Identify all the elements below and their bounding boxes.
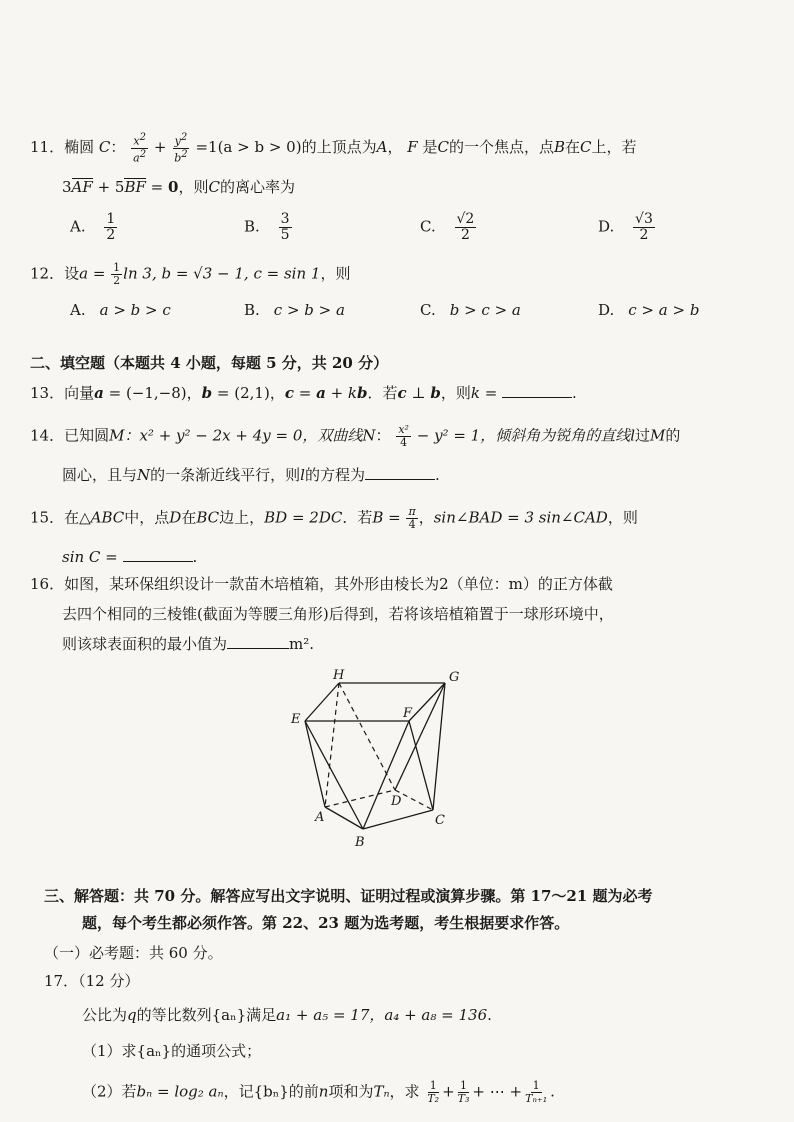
q13-number: 13． (30, 384, 65, 402)
q17-score: （12 分） (78, 972, 140, 990)
q15-end: . (192, 548, 198, 566)
q17-condition: a₁ + a₅ = 17，a₄ + a₈ = 136 (276, 1006, 488, 1024)
q17-frac3 (523, 1080, 549, 1105)
q11-mid2: 是 (422, 138, 438, 157)
q15-frac-num: π (408, 505, 416, 518)
q11-option-a-label: A. (70, 217, 86, 236)
q11-y: y (174, 134, 181, 148)
q11-l2-rest2: 的离心率为 (219, 178, 295, 196)
q13-t5: + k (325, 384, 358, 402)
q14-t6: 的 (665, 426, 681, 445)
q14-var-N2: N (137, 466, 151, 484)
section2-heading: 二、填空题（本题共 4 小题，每题 5 分，共 20 分） (30, 354, 389, 372)
q16-end: . (309, 635, 315, 653)
q11-option-d-label: D. (598, 217, 615, 236)
q11-sq1: 2 (139, 132, 146, 143)
q15-t6: ， (418, 508, 434, 527)
q15-frac (406, 506, 417, 531)
q12-half-num: 1 (113, 261, 121, 274)
q14-end: . (434, 466, 440, 484)
q15-answer-blank[interactable] (123, 546, 193, 562)
q14-answer-blank[interactable] (365, 464, 435, 480)
q14-line2c: 的方程为 (304, 466, 365, 484)
q11-sq4: 2 (181, 148, 188, 160)
q17-header (44, 970, 139, 992)
q15-sin-expr: sin∠BAD = 3 sin∠CAD (433, 508, 608, 527)
q12-option-c (420, 299, 521, 321)
figure-label-A: A (315, 810, 325, 825)
subsection-required: （一）必考题：共 60 分。 (44, 944, 223, 962)
q13-t4: = (293, 384, 317, 402)
q11-plus: + (153, 138, 167, 157)
q15-sinC: sin C = (62, 548, 118, 566)
q15-t1: 在△ (64, 508, 91, 527)
q11-mid3: 的一个焦点，点 (448, 138, 554, 157)
q17-p2a: （2）若 (82, 1082, 137, 1101)
q12-option-a-label: A. (70, 301, 86, 319)
q17-var-q: q (127, 1006, 137, 1024)
q11-var-F: F (407, 138, 418, 157)
q14-t2: ：x² + y² − 2x + 4y = 0，双曲线 (124, 426, 363, 445)
q14-var-N: N (362, 426, 376, 445)
q11-option-c-label: C. (420, 217, 436, 236)
q17-frac1-den: T₂ (427, 1092, 440, 1105)
q17-number: 17． (44, 972, 79, 990)
q16-answer-blank[interactable] (227, 633, 289, 649)
q11-var-C: C (98, 138, 111, 157)
q12-option-c-text: b > c > a (449, 301, 521, 319)
q14-line2 (62, 464, 440, 486)
q11-mid4: 在 (564, 138, 580, 157)
q13-vec-c: c (284, 384, 294, 402)
q11-number: 11． (30, 138, 65, 157)
section3-heading-line2: 题，每个考生都必须作答。第 22、23 题为选考题，考生根据要求作答。 (82, 914, 570, 932)
q14-frac-num: x² (398, 423, 409, 436)
q11-option-c-num: √2 (456, 211, 475, 227)
q11-option-b (244, 212, 293, 243)
q11-option-b-den: 5 (280, 227, 290, 243)
q12-pre: 设 (64, 264, 80, 283)
q11-x: x (133, 134, 140, 148)
q16-line3 (62, 633, 314, 655)
q17-frac1 (425, 1080, 441, 1105)
q12-option-a (70, 299, 171, 321)
q11-option-c-frac (455, 212, 477, 243)
q17-frac2 (456, 1080, 472, 1105)
q14-t4: − y² = 1，倾斜角为锐角的直线 (411, 426, 631, 445)
q17-frac1-num: 1 (429, 1079, 437, 1092)
q11-option-b-num: 3 (280, 211, 290, 227)
figure-label-C: C (435, 813, 445, 828)
q13-vec-b2: b (357, 384, 368, 402)
q17-p2-end: . (550, 1082, 555, 1101)
q16-line3-text: 则该球表面积的最小值为 (62, 635, 228, 653)
q17-dots: + ⋯ + (472, 1082, 523, 1101)
q14-var-l2: l (300, 466, 305, 484)
q12-line1 (30, 262, 350, 287)
q11-option-a-den: 2 (106, 227, 116, 243)
q17-var-n: n (318, 1082, 329, 1101)
q17-frac2-num: 1 (460, 1079, 468, 1092)
q11-l2-eq: = (145, 178, 168, 196)
q11-l2-plus5: + 5 (92, 178, 125, 196)
q11-mid5: 上，若 (591, 138, 637, 157)
q11-comma: ， (387, 138, 403, 157)
q11-option-d-frac (633, 212, 655, 243)
q17-var-Tn: Tₙ (373, 1082, 390, 1101)
q14-t3: ： (375, 426, 391, 445)
q17-part2: （2）若bₙ = log₂ aₙ，记{bₙ}的前n项和为Tₙ，求 $\frac{1}{\text{T₂}}$ + $\frac{1}{\text{T₃}}$ + ⋯ + $\frac{1}{\text{Tₙ₊₁}}$ . (82, 1079, 555, 1105)
q14-t1: 已知圆 (64, 426, 110, 445)
q17-frac3-num: 1 (532, 1079, 540, 1092)
figure-label-G: G (449, 670, 460, 685)
q16-line2-text: 去四个相同的三棱锥(截面为等腰三角形)后得到，若将该培植箱置于一球形环境中， (62, 605, 614, 623)
q16-number: 16． (30, 575, 65, 593)
q13-t1: 向量 (64, 384, 95, 402)
q11-text-pre: 椭圆 (64, 138, 95, 157)
q11-l2-rest: ，则 (178, 178, 209, 196)
q11-var-A: A (376, 138, 388, 157)
q12-option-d-label: D. (598, 301, 615, 319)
q11-var-C3: C (580, 138, 592, 157)
q11-sq3: 2 (180, 132, 188, 143)
q11-var-B: B (553, 138, 565, 157)
q15-t2: 中，点 (124, 508, 170, 527)
q12-rest: ln 3, b = √3 − 1, c = sin 1 (123, 264, 321, 283)
q14-frac-den: 4 (400, 436, 408, 449)
q14-frac (396, 424, 411, 449)
q15-t3: 在 (181, 508, 197, 527)
q11-vec-BF: BF (124, 178, 146, 196)
q12-option-c-label: C. (420, 301, 436, 319)
q16-line1-text: 如图，某环保组织设计一款苗木培植箱，其外形由棱长为2（单位：m）的正方体截 (64, 575, 613, 593)
q11-option-d (598, 212, 656, 243)
q17-p2d: 项和为 (328, 1082, 374, 1101)
q11-option-b-frac (279, 212, 292, 243)
q12-a-eq: a = (79, 264, 106, 283)
q12-option-d (598, 299, 699, 321)
q11-option-a-frac (104, 212, 117, 243)
q15-var-ABC: ABC (90, 508, 125, 527)
q11-mid: 的上顶点为 (301, 138, 377, 157)
q11-colon: ： (110, 138, 126, 157)
q11-option-b-label: B. (244, 217, 260, 236)
q13-vec-b: b (201, 384, 213, 402)
q17-p2c: ，记{bₙ}的前 (223, 1082, 319, 1101)
q11-frac-y (172, 132, 189, 164)
q11-option-a-num: 1 (106, 211, 116, 227)
q16-line1 (30, 573, 613, 595)
q11-option-a (70, 212, 118, 243)
q17-p2e: ，求 (389, 1082, 420, 1101)
q12-option-b-text: c > b > a (273, 301, 345, 319)
q15-line2 (62, 546, 197, 568)
q11-option-c-den: 2 (460, 227, 470, 243)
q17-line1a: 公比为 (82, 1006, 128, 1024)
q12-half (111, 262, 122, 287)
q13-vec-b3: b (430, 384, 441, 402)
q15-var-D: D (169, 508, 182, 527)
q14-var-M: M (109, 426, 125, 445)
q11-zero-vector: 0 (168, 178, 179, 196)
q17-line1 (82, 1004, 492, 1026)
q15-t7: ，则 (607, 508, 638, 527)
q17-line1-end: . (487, 1006, 492, 1024)
q15-frac-den: 4 (408, 518, 416, 531)
q13-vec-a: a (94, 384, 104, 402)
q13-var-k: k (470, 384, 480, 402)
q17-line1b: 的等比数列{aₙ}满足 (136, 1006, 277, 1024)
q12-option-a-text: a > b > c (99, 301, 171, 319)
figure-label-F: F (403, 706, 413, 721)
q12-number: 12． (30, 264, 65, 283)
q13-t8: ，则 (440, 384, 471, 402)
q12-half-den: 2 (113, 274, 121, 287)
q12-tail: ，则 (320, 264, 351, 283)
q15-number: 15． (30, 508, 65, 527)
q13-t9: = (479, 384, 503, 402)
q11-b: b (174, 151, 182, 165)
q11-option-c (420, 212, 477, 243)
figure-label-E: E (291, 712, 301, 727)
q12-option-b-label: B. (244, 301, 260, 319)
q13-t6: ．若 (367, 384, 398, 402)
figure-label-H: H (333, 668, 345, 683)
q11-var-C4: C (208, 178, 220, 196)
q13-t7: ⊥ (406, 384, 431, 402)
q15-var-B: B = (372, 508, 401, 527)
q11-a: a (133, 151, 140, 165)
q11-line2 (62, 176, 295, 198)
q15-line1 (30, 506, 638, 531)
q11-line1 (30, 132, 637, 164)
q13-line (30, 382, 577, 404)
q13-end: . (572, 384, 577, 402)
q15-t5: ．若 (342, 508, 373, 527)
figure-label-B: B (355, 835, 365, 850)
q11-l2-3: 3 (62, 178, 72, 196)
q13-vec-c2: c (397, 384, 407, 402)
q11-eq: =1(a > b > 0) (195, 138, 302, 157)
figure-label-D: D (391, 794, 402, 809)
q14-t5: 过 (635, 426, 651, 445)
q14-line1 (30, 424, 680, 449)
q14-line2b: 的一条渐近线平行，则 (150, 466, 301, 484)
q17-p2b: bₙ = log₂ aₙ (136, 1082, 224, 1101)
q15-t4: 边上， (219, 508, 265, 527)
q14-line2a: 圆心，且与 (62, 466, 138, 484)
q11-option-d-num: √3 (635, 211, 653, 227)
q13-t3: = (2,1)， (212, 384, 285, 402)
q14-var-M2: M (650, 426, 666, 445)
q13-answer-blank[interactable] (502, 382, 572, 398)
q15-var-BC: BC (196, 508, 220, 527)
q14-number: 14． (30, 426, 65, 445)
q17-frac3-den: Tₙ₊₁ (525, 1092, 548, 1105)
q17-frac2-den: T₃ (457, 1092, 470, 1105)
q11-vec-AF: AF (71, 178, 93, 196)
q11-var-C2: C (437, 138, 449, 157)
q13-vec-a2: a (316, 384, 326, 402)
q11-option-d-den: 2 (639, 227, 649, 243)
q12-option-d-text: c > a > b (628, 301, 700, 319)
q11-sq2: 2 (139, 148, 147, 160)
q14-var-l: l (630, 426, 636, 445)
q16-figure (287, 665, 487, 855)
q16-unit: m² (289, 635, 310, 653)
q11-frac-x (131, 132, 148, 164)
q17-part1: （1）求{aₙ}的通项公式； (82, 1042, 262, 1060)
q16-line2 (62, 603, 614, 625)
q12-option-b (244, 299, 345, 321)
section3-heading-line1: 三、解答题：共 70 分。解答应写出文字说明、证明过程或演算步骤。第 17～21 题为必考 (44, 887, 653, 905)
q15-bd-eq: BD = 2DC (264, 508, 343, 527)
q13-t2: = (−1,−8)， (103, 384, 202, 402)
